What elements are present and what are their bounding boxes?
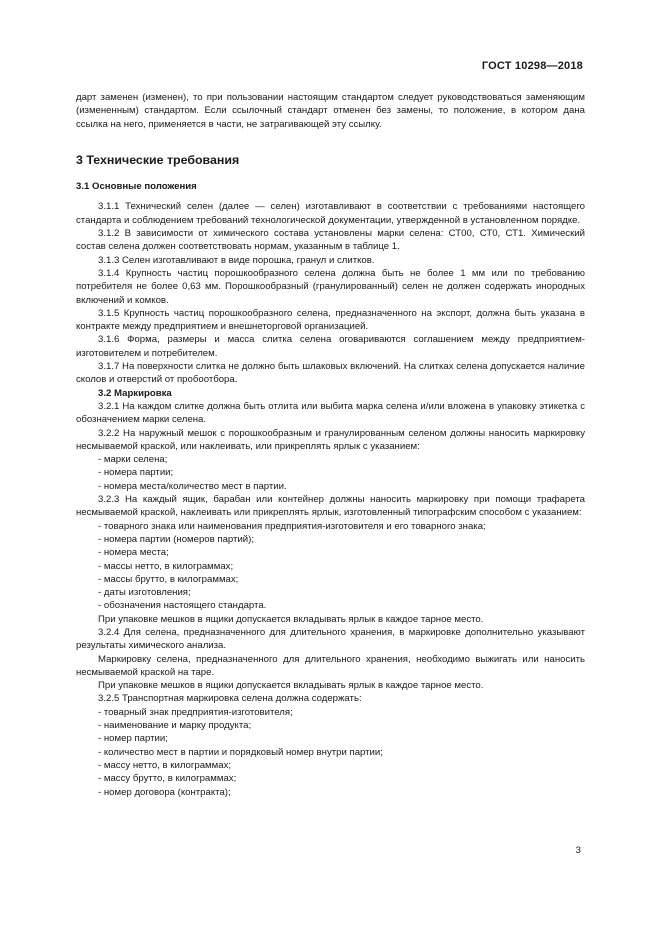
paragraph-3-1-1: 3.1.1 Технический селен (далее — селен) изготавливают в соответствии с требованиями настоящего стандарта и соблюдением требований технологической документации, утвержденной в установленном порядке. [76,201,585,226]
list-item-text: номера партии; [103,467,174,479]
paragraph-3-1-7: 3.1.7 На поверхности слитка не должно быть шлаковых включений. На слитках селена допускается наличие сколов и отверстий от пробоотбора. [76,361,585,386]
paragraph-3-2-4-b: Маркировку селена, предназначенного для длительного хранения, необходимо выжигать или наносить несмываемой краской на таре. [76,653,585,678]
paragraph-3-2-3: 3.2.3 На каждый ящик, барабан или контейнер должны наносить маркировку при помощи трафарета несмываемой краской, наклеивать или прикреплять ярлык, изготовленный типографским способом с указанием: [76,494,585,519]
intro-paragraph: дарт заменен (изменен), то при пользовании настоящим стандартом следует руководствоваться заменяющим (измененным) стандартом. Если ссылочный стандарт отменен без замены, то положение, в котором дана ссылка на него, применяется в части, не затрагивающей эту ссылку. [76,92,585,130]
list-item: - массы брутто, в килограммах; [98,573,239,585]
paragraph-3-2-5: 3.2.5 Транспортная маркировка селена должна содержать: [98,693,362,705]
page-content [76,91,585,799]
paragraph-3-2-4-c: При упаковке мешков в ящики допускается вкладывать ярлык в каждое тарное место. [98,680,484,692]
list-item: - номера партии (номеров партий); [98,533,255,545]
list-item: - обозначения настоящего стандарта. [98,600,267,612]
paragraph-3-2-3-note: При упаковке мешков в ящики допускается вкладывать ярлык в каждое тарное место. [98,613,484,625]
list-item-text: количество мест в партии и порядковый номер внутри партии; [103,746,383,758]
list-item-text: даты изготовления; [103,587,191,599]
paragraph-3-2-4: 3.2.4 Для селена, предназначенного для длительного хранения, в маркировке дополнительно указывают результаты химического анализа. [76,626,585,652]
list-item: - наименование и марку продукта; [98,720,252,732]
list-item: - даты изготовления; [98,587,191,599]
list-item-text: марки селена; [103,454,168,466]
list-item: - количество мест в партии и порядковый номер внутри партии; [98,746,383,758]
list-item-text: номер договора (контракта); [103,786,231,798]
page-number: 3 [575,845,581,856]
list-item: - массу нетто, в килограммах; [98,759,232,771]
list-item: - товарный знак предприятия-изготовителя; [98,706,293,718]
paragraph-3-2-1: 3.2.1 На каждом слитке должна быть отлита или выбита марка селена и/или вложена в упаковку этикетка с обозначением марки селена. [76,400,585,426]
list-item: - номер партии; [98,733,168,745]
document-header: ГОСТ 10298—2018 [481,60,583,72]
list-item: - номера партии; [98,467,174,479]
list-item-text: номера партии (номеров партий); [103,533,255,545]
list-item-text: массы нетто, в килограммах; [103,560,234,572]
paragraph-3-1-5: 3.1.5 Крупность частиц порошкообразного селена, предназначенного на экспорт, должна быть указана в контракте между предприятием и внешнеторговой организацией. [76,307,585,333]
list-item-text: массы брутто, в килограммах; [103,573,239,585]
paragraph-3-1-2: 3.1.2 В зависимости от химического состава установлены марки селена: СТ00, СТ0, СТ1. Химический состав селена должен соответствовать нормам, указанным в таблице 1. [76,228,585,253]
subsection-3-1-title: 3.1 Основные положения [76,181,197,193]
paragraph-3-1-3: 3.1.3 Селен изготавливают в виде порошка, гранул и слитков. [98,254,375,266]
list-item-text: наименование и марку продукта; [103,720,252,732]
list-item-text: номера места; [103,547,169,559]
list-item: - товарного знака или наименования предприятия-изготовителя и его товарного знака; [98,520,486,532]
list-item-text: номера места/количество мест в партии. [103,480,287,492]
paragraph-3-1-4: 3.1.4 Крупность частиц порошкообразного селена должна быть не более 1 мм или по требованию потребителя не более 0,63 мм. Порошкообразный (гранулированный) селен не должен содержать инородных включений и комков. [76,267,585,306]
list-item-text: товарный знак предприятия-изготовителя; [103,706,293,718]
section-3-title: 3 Технические требования [76,152,240,167]
list-item-text: массу нетто, в килограммах; [103,759,232,771]
subsection-3-2-title: 3.2 Маркировка [98,387,172,399]
list-item-text: обозначения настоящего стандарта. [103,600,267,612]
list-item-text: номер партии; [103,733,168,745]
list-item: - номер договора (контракта); [98,786,231,798]
list-item: - номера места; [98,547,169,559]
list-item-text: массу брутто, в килограммах; [103,773,237,785]
list-item: - номера места/количество мест в партии. [98,480,287,492]
paragraph-3-2-2: 3.2.2 На наружный мешок с порошкообразным и гранулированным селеном должны наносить маркировку несмываемой краской, или наклеивать, или прикреплять ярлык с указанием: [76,427,585,452]
list-item-text: товарного знака или наименования предприятия-изготовителя и его товарного знака; [103,520,486,532]
paragraph-3-1-6: 3.1.6 Форма, размеры и масса слитка селена оговариваются соглашением между предприятием-изготовителем и потребителем. [76,334,585,359]
list-item: - марки селена; [98,454,168,466]
list-item: - массы нетто, в килограммах; [98,560,234,572]
list-item: - массу брутто, в килограммах; [98,773,237,785]
